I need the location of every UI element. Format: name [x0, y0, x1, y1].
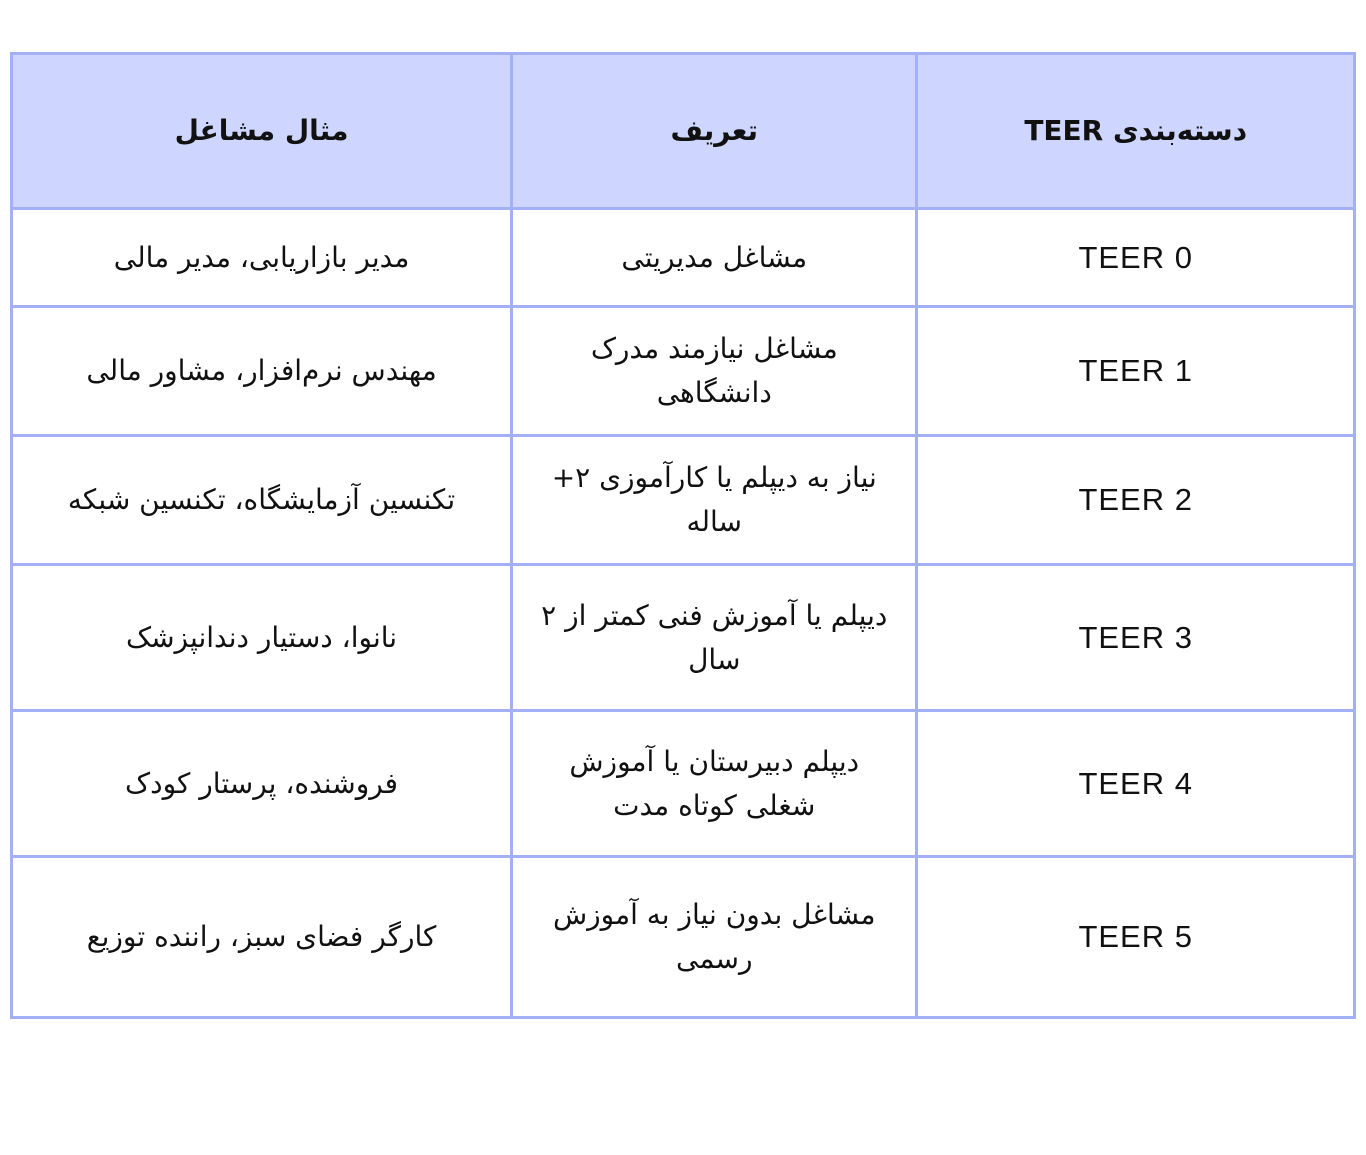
cell-definition: دیپلم یا آموزش فنی کمتر از ۲ سال: [512, 565, 917, 711]
cell-examples: مدیر بازاریابی، مدیر مالی: [12, 209, 512, 307]
table-row: [12, 307, 1355, 436]
header-definition: تعریف: [512, 54, 917, 209]
table-header-row: [12, 54, 1355, 209]
cell-examples: مهندس نرم‌افزار، مشاور مالی: [12, 307, 512, 436]
cell-category: TEER 1: [917, 307, 1355, 436]
cell-definition: مشاغل مدیریتی: [512, 209, 917, 307]
table-row: [12, 711, 1355, 857]
cell-definition: مشاغل بدون نیاز به آموزش رسمی: [512, 857, 917, 1018]
cell-examples: فروشنده، پرستار کودک: [12, 711, 512, 857]
table-row: [12, 565, 1355, 711]
table-row: [12, 436, 1355, 565]
table-row: [12, 209, 1355, 307]
cell-examples: نانوا، دستیار دندانپزشک: [12, 565, 512, 711]
cell-definition: مشاغل نیازمند مدرک دانشگاهی: [512, 307, 917, 436]
cell-category: TEER 5: [917, 857, 1355, 1018]
cell-category: TEER 2: [917, 436, 1355, 565]
header-category: دسته‌بندی TEER: [917, 54, 1355, 209]
table-row: [12, 857, 1355, 1018]
cell-category: TEER 4: [917, 711, 1355, 857]
cell-category: TEER 0: [917, 209, 1355, 307]
header-examples: مثال مشاغل: [12, 54, 512, 209]
cell-definition: دیپلم دبیرستان یا آموزش شغلی کوتاه مدت: [512, 711, 917, 857]
cell-category: TEER 3: [917, 565, 1355, 711]
cell-examples: کارگر فضای سبز، راننده توزیع: [12, 857, 512, 1018]
cell-definition: نیاز به دیپلم یا کارآموزی ۲+ ساله: [512, 436, 917, 565]
cell-examples: تکنسین آزمایشگاه، تکنسین شبکه: [12, 436, 512, 565]
teer-table: [10, 52, 1356, 1019]
